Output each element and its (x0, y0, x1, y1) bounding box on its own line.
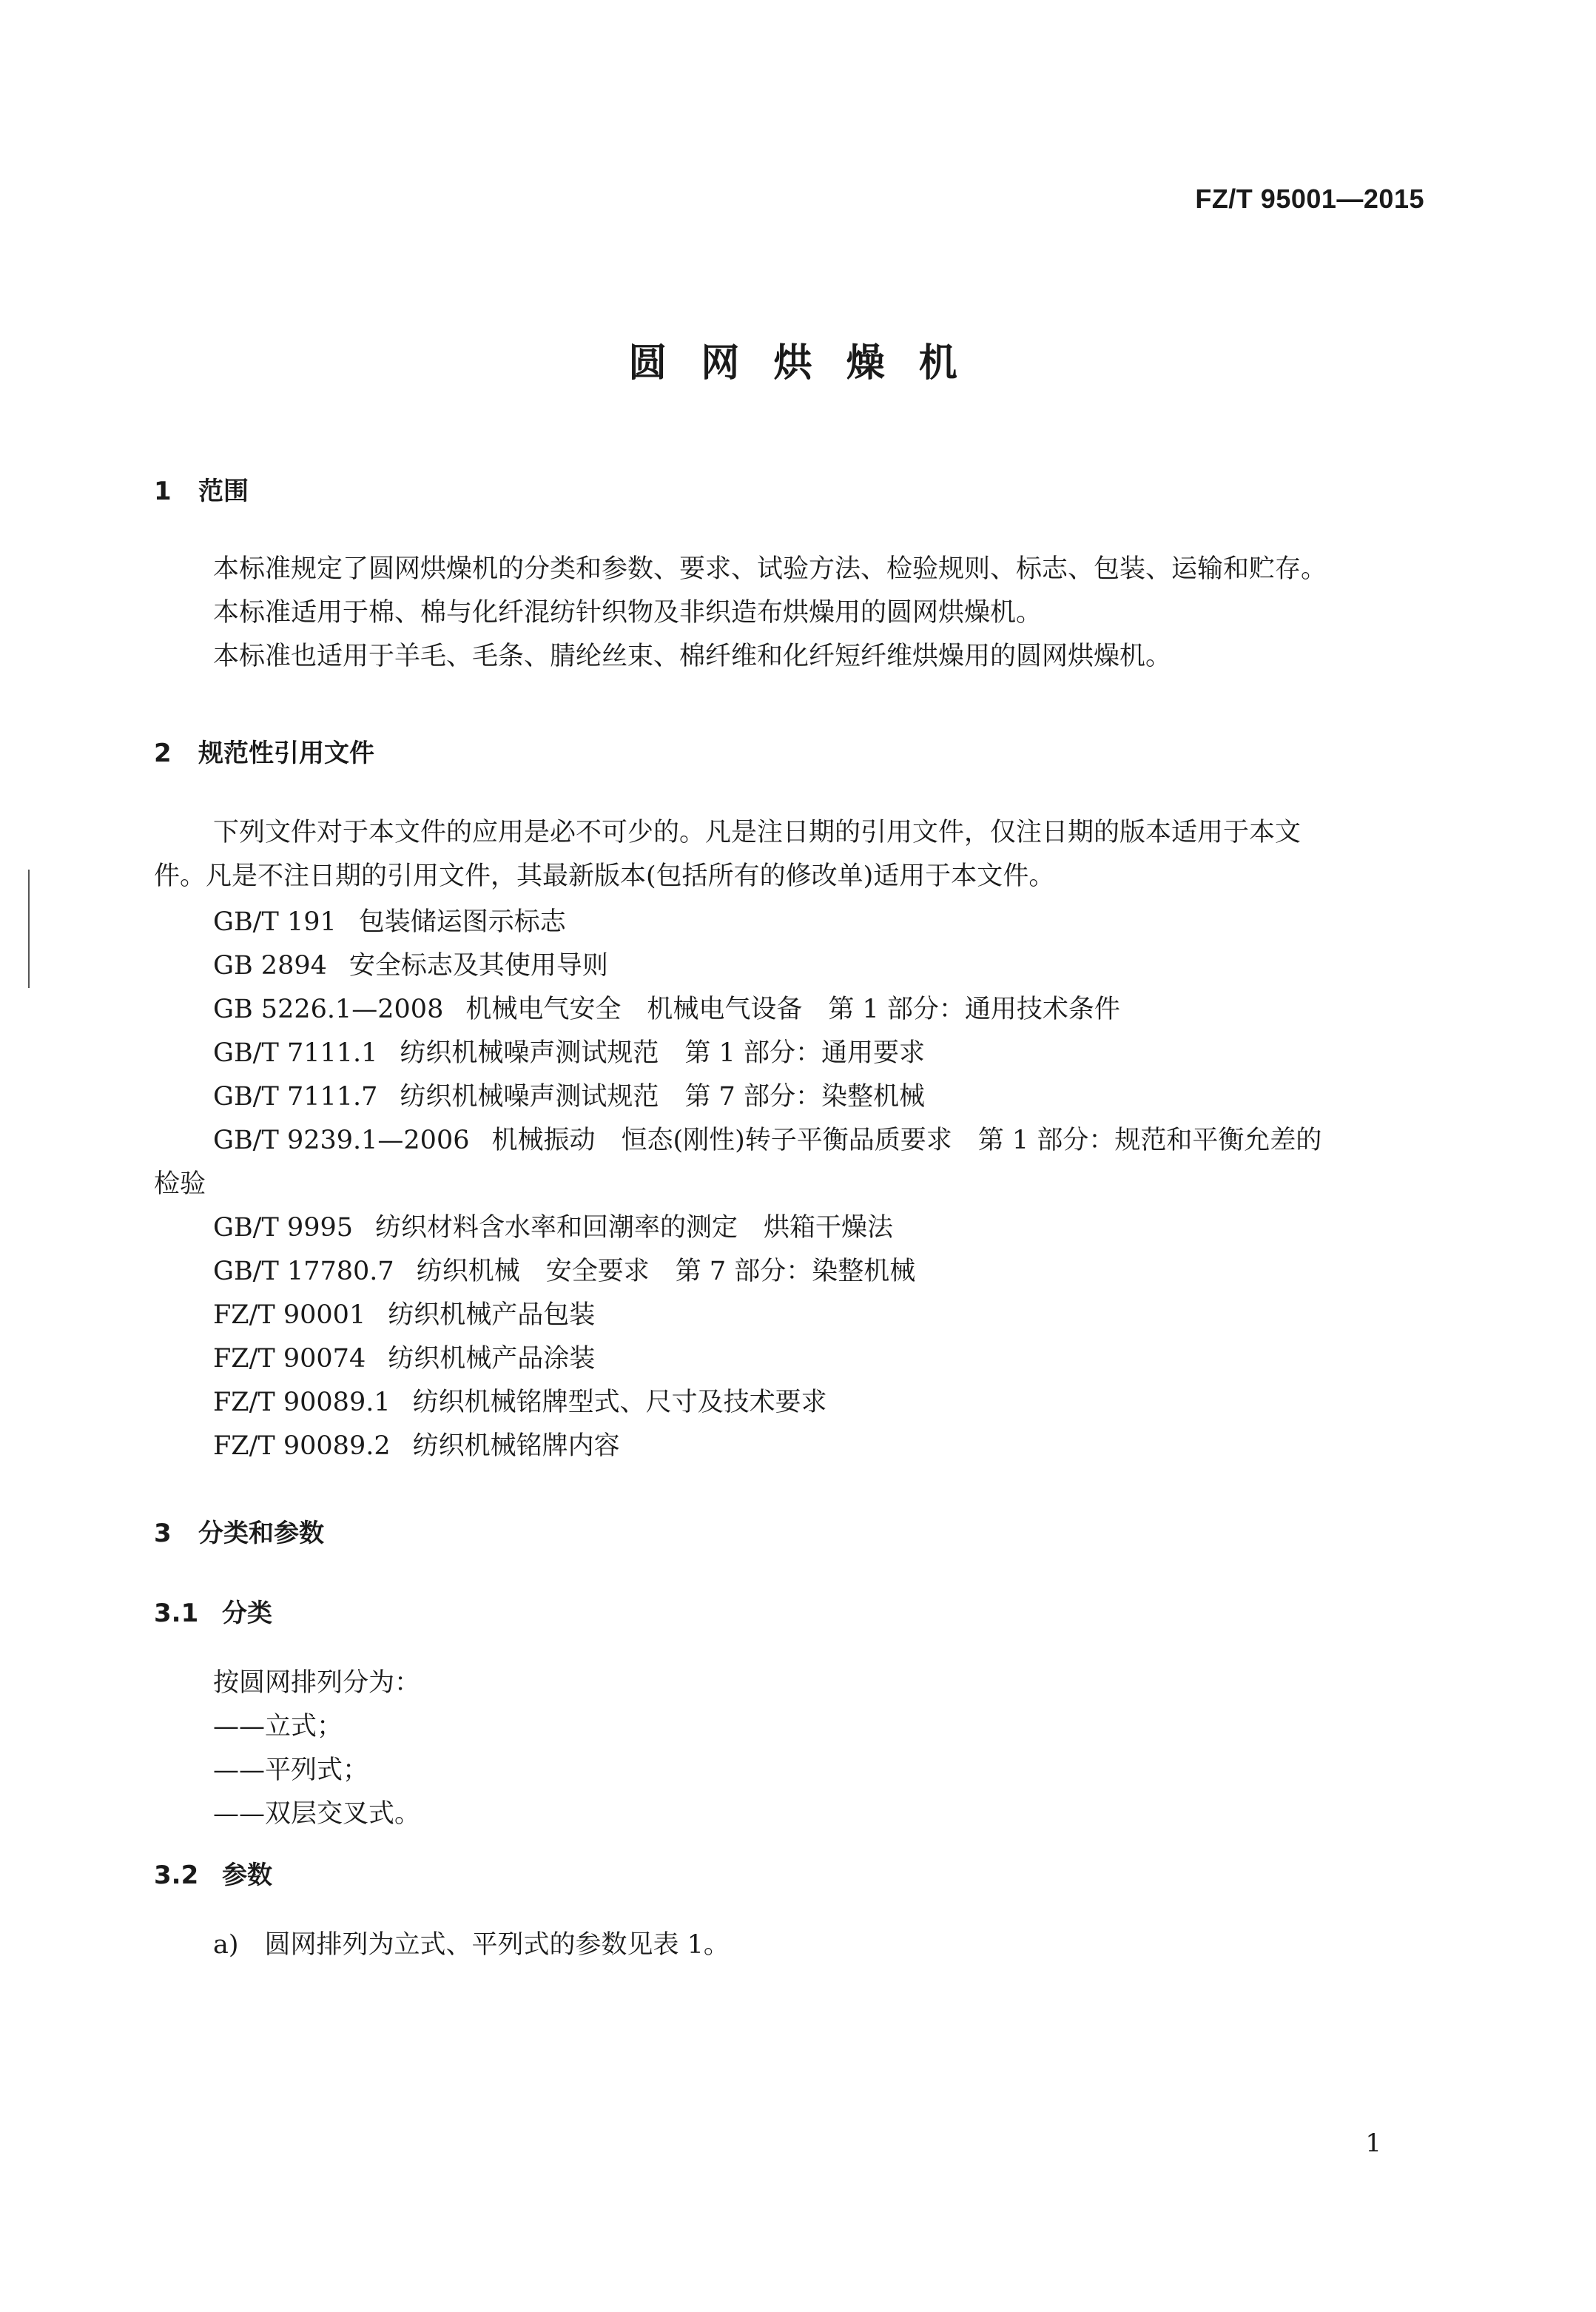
reference-title: 纺织材料含水率和回潮率的测定 烘箱干燥法 (375, 1213, 894, 1243)
reference-item (213, 1032, 925, 1069)
document-title: 圆 网 烘 燥 机 (628, 341, 968, 386)
section-number: 3 (154, 1519, 172, 1548)
reference-code: FZ/T 90074 (213, 1344, 366, 1374)
classification-item: ——平列式； (213, 1755, 369, 1785)
reference-title: 纺织机械噪声测试规范 第 7 部分：染整机械 (400, 1082, 925, 1112)
section-number: 3.1 (154, 1599, 199, 1628)
page-number: 1 (1365, 2128, 1381, 2158)
reference-title: 安全标志及其使用导则 (349, 951, 608, 981)
reference-item (213, 1076, 925, 1113)
reference-item (213, 945, 608, 982)
references-intro-line-1: 下列文件对于本文件的应用是必不可少的。凡是注日期的引用文件，仅注日期的版本适用于本文 (213, 818, 1302, 847)
reference-code: FZ/T 90089.2 (213, 1431, 391, 1461)
reference-code: GB/T 191 (213, 907, 337, 937)
reference-code: FZ/T 90089.1 (213, 1388, 391, 1417)
reference-code: GB 2894 (213, 951, 327, 981)
margin-change-bar (28, 870, 30, 988)
section-3-1-heading (154, 1593, 272, 1629)
section-3-2-heading (154, 1855, 272, 1891)
reference-item (213, 1207, 893, 1244)
reference-item (213, 1294, 595, 1331)
standard-code: FZ/T 95001—2015 (1195, 184, 1424, 214)
reference-title: 机械电气安全 机械电气设备 第 1 部分：通用技术条件 (465, 995, 1120, 1024)
scope-paragraph-1: 本标准规定了圆网烘燥机的分类和参数、要求、试验方法、检验规则、标志、包装、运输和贮存。 (213, 554, 1327, 584)
reference-continuation: 检验 (154, 1169, 206, 1199)
reference-title: 纺织机械产品包装 (388, 1300, 596, 1330)
reference-title: 纺织机械铭牌内容 (412, 1431, 620, 1461)
section-title: 参数 (222, 1861, 272, 1890)
reference-title: 包装储运图示标志 (358, 907, 566, 937)
scope-paragraph-3: 本标准也适用于羊毛、毛条、腈纶丝束、棉纤维和化纤短纤维烘燥用的圆网烘燥机。 (213, 642, 1172, 671)
references-intro-line-2: 件。凡是不注日期的引用文件，其最新版本(包括所有的修改单)适用于本文件。 (154, 861, 1055, 891)
parameter-item-a: a) 圆网排列为立式、平列式的参数见表 1。 (213, 1930, 730, 1960)
reference-code: FZ/T 90001 (213, 1300, 366, 1330)
reference-title: 纺织机械铭牌型式、尺寸及技术要求 (412, 1388, 827, 1417)
section-2-heading (154, 733, 374, 769)
section-title: 范围 (198, 477, 249, 506)
section-title: 分类 (222, 1599, 272, 1628)
classification-item: ——双层交叉式。 (213, 1799, 421, 1829)
reference-item (213, 1338, 595, 1375)
reference-code: GB/T 17780.7 (213, 1257, 394, 1286)
classification-item: ——立式； (213, 1712, 343, 1741)
scope-paragraph-2: 本标准适用于棉、棉与化纤混纺针织物及非织造布烘燥用的圆网烘燥机。 (213, 598, 1043, 628)
reference-code: GB 5226.1—2008 (213, 995, 444, 1024)
reference-title: 纺织机械噪声测试规范 第 1 部分：通用要求 (400, 1038, 925, 1068)
reference-title: 纺织机械产品涂装 (388, 1344, 596, 1374)
section-title: 分类和参数 (198, 1519, 324, 1548)
reference-item (213, 1251, 915, 1288)
reference-item (213, 989, 1120, 1026)
section-number: 1 (154, 477, 172, 506)
section-number: 3.2 (154, 1861, 199, 1890)
section-3-heading (154, 1513, 324, 1549)
reference-code: GB/T 9239.1—2006 (213, 1126, 470, 1155)
reference-item (213, 1425, 620, 1462)
reference-item (213, 901, 566, 938)
reference-title: 机械振动 恒态(刚性)转子平衡品质要求 第 1 部分：规范和平衡允差的 (491, 1126, 1322, 1155)
reference-code: GB/T 7111.7 (213, 1082, 378, 1112)
section-number: 2 (154, 739, 172, 768)
reference-code: GB/T 9995 (213, 1213, 354, 1243)
section-title: 规范性引用文件 (198, 739, 374, 768)
section-1-heading (154, 471, 249, 507)
reference-code: GB/T 7111.1 (213, 1038, 378, 1068)
reference-title: 纺织机械 安全要求 第 7 部分：染整机械 (416, 1257, 916, 1286)
reference-item (213, 1120, 1321, 1157)
classification-intro: 按圆网排列分为： (213, 1668, 421, 1698)
reference-item (213, 1382, 827, 1419)
